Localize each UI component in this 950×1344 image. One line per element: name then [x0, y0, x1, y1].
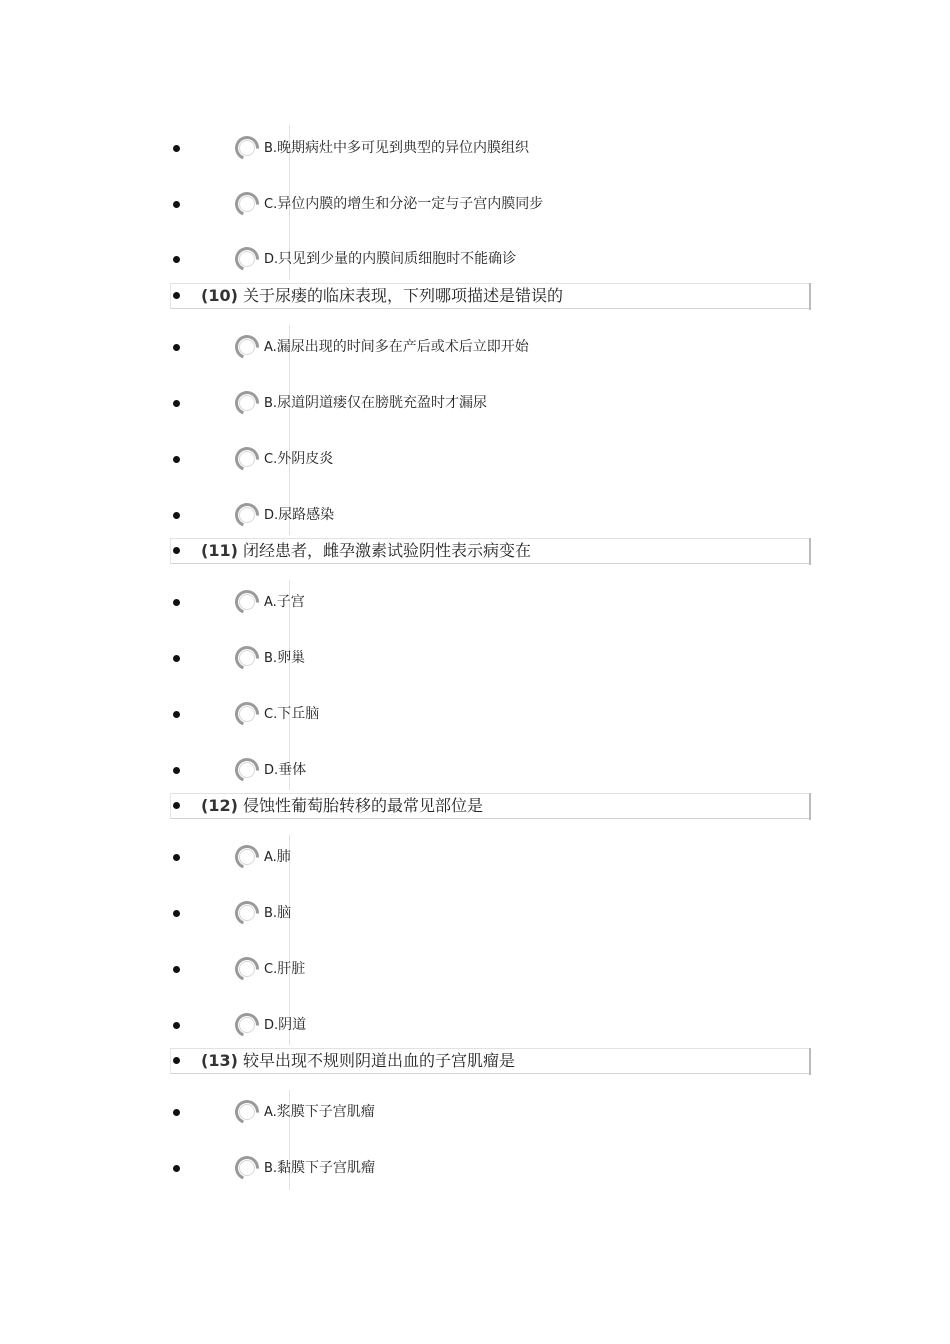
option-label: C.下丘脑 [264, 706, 320, 722]
bullet [173, 400, 180, 407]
bullet [173, 344, 180, 351]
bullet [173, 966, 180, 973]
bullet [173, 145, 180, 152]
bullet [173, 599, 180, 606]
option-label: A.子宫 [264, 594, 305, 610]
question-12 [0, 793, 950, 819]
bullet [173, 512, 180, 519]
radio-icon[interactable] [234, 844, 260, 870]
option-label: B.黏膜下子宫肌瘤 [264, 1160, 376, 1176]
radio-icon[interactable] [234, 446, 260, 472]
option-label: D.垂体 [264, 762, 307, 778]
bullet [173, 292, 180, 299]
radio-icon[interactable] [234, 246, 260, 272]
question-text: (12) 侵蚀性葡萄胎转移的最常见部位是 [201, 796, 483, 815]
option-label: B.脑 [264, 905, 292, 921]
option-label: B.卵巢 [264, 650, 306, 666]
bullet [173, 802, 180, 809]
radio-icon[interactable] [234, 701, 260, 727]
radio-icon[interactable] [234, 1012, 260, 1038]
bullet [173, 547, 180, 554]
bullet [173, 1109, 180, 1116]
radio-icon[interactable] [234, 589, 260, 615]
option-label: C.异位内膜的增生和分泌一定与子宫内膜同步 [264, 196, 544, 212]
bullet [173, 256, 180, 263]
question-text: (10) 关于尿瘘的临床表现，下列哪项描述是错误的 [201, 286, 563, 305]
option-label: D.尿路感染 [264, 507, 335, 523]
option-label: D.只见到少量的内膜间质细胞时不能确诊 [264, 251, 517, 267]
bullet [173, 910, 180, 917]
question-13 [0, 1048, 950, 1074]
question-text: (13) 较早出现不规则阴道出血的子宫肌瘤是 [201, 1051, 515, 1070]
radio-icon[interactable] [234, 191, 260, 217]
radio-icon[interactable] [234, 390, 260, 416]
radio-icon[interactable] [234, 334, 260, 360]
bullet [173, 655, 180, 662]
question-text: (11) 闭经患者，雌孕激素试验阴性表示病变在 [201, 541, 531, 560]
radio-icon[interactable] [234, 900, 260, 926]
question-11 [0, 538, 950, 564]
radio-icon[interactable] [234, 502, 260, 528]
bullet [173, 854, 180, 861]
option-label: B.尿道阴道瘘仅在膀胱充盈时才漏尿 [264, 395, 488, 411]
option-label: A.漏尿出现的时间多在产后或术后立即开始 [264, 339, 529, 355]
option-label: A.浆膜下子宫肌瘤 [264, 1104, 375, 1120]
option-label: D.阴道 [264, 1017, 307, 1033]
radio-icon[interactable] [234, 1099, 260, 1125]
bullet [173, 1022, 180, 1029]
bullet [173, 1057, 180, 1064]
radio-icon[interactable] [234, 645, 260, 671]
bullet [173, 456, 180, 463]
question-10 [0, 283, 950, 309]
option-label: A.肺 [264, 849, 291, 865]
radio-icon[interactable] [234, 956, 260, 982]
bullet [173, 1165, 180, 1172]
radio-icon[interactable] [234, 1155, 260, 1181]
bullet [173, 767, 180, 774]
bullet [173, 201, 180, 208]
option-label: C.肝脏 [264, 961, 306, 977]
bullet [173, 711, 180, 718]
radio-icon[interactable] [234, 757, 260, 783]
radio-icon[interactable] [234, 135, 260, 161]
option-label: B.晚期病灶中多可见到典型的异位内膜组织 [264, 140, 530, 156]
option-label: C.外阴皮炎 [264, 451, 334, 467]
